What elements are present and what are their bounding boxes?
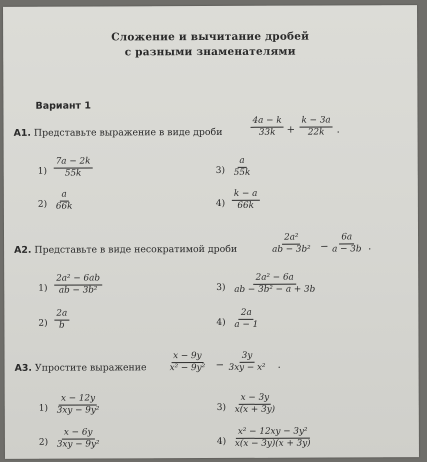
task-a1-label: А1. [13,127,31,139]
task-a3-end: . [277,359,281,371]
task-a1-end: . [336,124,340,136]
numerator: 7a − 2k [54,158,93,169]
task-a3-operator: − [215,359,224,371]
a1-option-2-fraction [54,191,75,213]
a3-option-1-number: 1) [38,403,49,414]
task-a3-text: Упростите выражение [34,362,147,374]
denominator: 33k [258,127,276,139]
a1-option-4-number: 4) [215,198,226,209]
numerator: a [237,157,246,168]
a1-option-2-number: 2) [37,199,48,210]
denominator: 55k [64,168,82,179]
a3-option-1-fraction [55,394,102,416]
a3-option-3-fraction [233,394,277,416]
task-a3-label: А3. [14,362,32,374]
a2-option-3-number: 3) [216,282,226,293]
denominator: 3xy − 9y² [56,405,100,416]
a3-option-4-number: 4) [216,436,227,447]
a1-option-3-fraction [232,157,253,179]
denominator: 55k [233,168,251,179]
task-a1-prompt [14,127,223,139]
worksheet-page [3,5,419,459]
denominator: x(x − 3y)(x + 3y) [234,438,311,450]
task-a3-fraction-2 [227,352,268,374]
numerator: 2a² − 6a [254,274,296,285]
numerator: 2a [239,309,254,320]
task-a1-text: Представьте выражение в виде дроби [33,126,223,139]
title-line-1: Сложение и вычитание дробей [111,30,310,44]
a1-option-1-fraction [54,158,93,180]
task-a1-fraction-2 [299,116,332,138]
a1-option-3-number: 3) [215,165,226,176]
task-a3-prompt [15,362,147,374]
numerator: 4a − k [250,117,283,128]
denominator: ab − 3b² [58,285,98,296]
numerator: x − 9y [171,352,204,363]
a3-option-3-number: 3) [216,402,227,413]
denominator: 22k [307,127,325,138]
denominator: x(x + 3y) [234,404,276,416]
a3-option-2-fraction [55,428,102,450]
task-a2-operator: − [320,241,329,253]
a2-option-2-fraction [54,310,69,332]
denominator: a − 3b [332,244,362,255]
numerator: 2a [54,310,69,321]
task-a2-label: А2. [14,244,32,256]
numerator: 2a² [282,234,300,245]
denominator: x² − 9y² [169,363,206,374]
denominator: a − 1 [234,320,259,331]
a3-option-2-number: 2) [38,437,49,448]
task-a2-end: . [368,241,372,253]
a2-option-2-number: 2) [38,318,48,329]
denominator: b [58,320,65,331]
numerator: x − 6y [62,429,95,440]
a2-option-4-number: 4) [216,317,226,328]
task-a3-fraction-1 [168,352,208,374]
a2-option-1-number: 1) [38,283,48,294]
task-a1-fraction-1 [250,117,283,139]
numerator: k − 3a [299,116,332,127]
denominator: ab − 3b² − a + 3b [234,284,316,296]
denominator: 66k [237,201,254,212]
task-a2-text: Представьте в виде несократимой дроби [34,243,238,256]
a2-option-1-fraction [54,274,102,296]
numerator: 3y [240,352,255,363]
a2-option-4-fraction [232,309,260,331]
denominator: 66k [55,201,73,212]
task-a1-operator: + [286,124,295,136]
denominator: ab − 3b² [272,244,311,255]
task-a2-prompt [14,244,237,256]
numerator: x² − 12xy − 3y² [236,428,310,440]
numerator: x − 3y [239,394,272,405]
numerator: a [59,191,68,202]
numerator: 6a [339,233,354,244]
numerator: x − 12y [59,394,97,405]
a1-option-4-fraction [232,190,260,212]
task-a2-fraction-1 [270,234,313,256]
numerator: k − a [232,190,260,201]
numerator: 2a² − 6ab [54,274,102,285]
a2-option-3-fraction [232,274,317,296]
denominator: 3xy − 9y² [56,439,100,450]
variant-label: Вариант 1 [35,100,91,112]
denominator: 3xy − x² [228,362,266,374]
title-line-2: с разными знаменателями [124,45,296,59]
a1-option-1-number: 1) [37,166,48,177]
a3-option-4-fraction [233,428,313,450]
task-a2-fraction-2 [330,233,364,255]
